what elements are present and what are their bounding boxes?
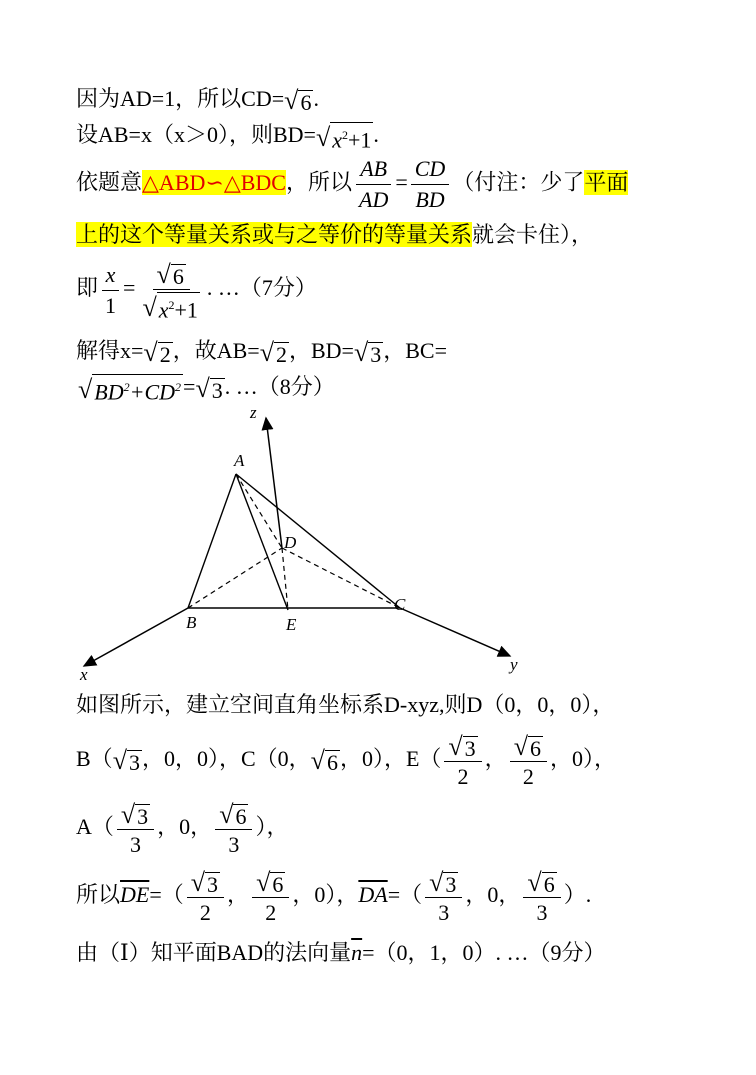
- edge-DC: [282, 548, 400, 608]
- text: （付注：少了: [452, 169, 585, 195]
- fraction-cd-bd: $\frac{CD}{BD}$: [411, 154, 450, 215]
- line-8: [76, 688, 614, 719]
- line-10: A（ √ 3 3 ，0， √ 6 3 ），: [76, 799, 289, 857]
- line-12: 由（Ⅰ）知平面BAD的法向量$\overline{n}=(0$，1，0）. …（9分）: [76, 940, 606, 965]
- fraction-x-1: $\frac{x}{1}$: [101, 260, 120, 321]
- line-11: 所以$\overline{DE}=$（ √ 3 2 ， √ 6 2 ，0），$\overline{DA}=$（ √ 3 3 ，0， √ 6 3 ）.: [76, 867, 592, 925]
- text: .: [313, 86, 319, 111]
- line-3: 依题意△ABD∽△BDC，所以 $\frac{AB}{AD}$ = $\frac{CD}{BD}$ （付注：少了平面: [76, 154, 628, 215]
- sqrt-bd2-cd2: √ $BD^2+CD^2$: [78, 375, 182, 405]
- edge-AD: [236, 474, 282, 548]
- text: ，所以: [285, 169, 352, 195]
- vector-DE: $\overline{DE}$: [120, 882, 150, 908]
- text: 依题意: [76, 169, 143, 195]
- y-axis: [400, 608, 510, 656]
- text: 因为AD=1，所以CD=: [76, 86, 285, 111]
- line-2: [76, 118, 379, 152]
- text: 就会卡住），: [472, 222, 594, 247]
- label-B: B: [186, 613, 197, 632]
- z-axis: [266, 418, 282, 548]
- line-6: 解得x= √ 2 ，故AB= √ 2 ，BD= √ 3 ，BC=: [76, 337, 447, 367]
- edge-BD: [188, 548, 282, 608]
- note-highlight: 平面: [584, 169, 629, 195]
- text: 设AB=x（x＞0），则BD=: [76, 122, 316, 147]
- line-1: [76, 82, 319, 115]
- label-E: E: [286, 615, 297, 634]
- note-highlight: 上的这个等量关系或与之等价的等量关系: [76, 222, 473, 247]
- label-D: D: [284, 533, 297, 552]
- text: 解得x=: [76, 338, 144, 363]
- line-5: 即 $\frac{x}{1}$ = √ 6 √ $x^2+1$ . …（7分）: [76, 259, 317, 323]
- text: . …（7分）: [206, 275, 317, 301]
- text: .: [373, 122, 379, 147]
- x-axis: [84, 608, 188, 666]
- label-C: C: [394, 595, 406, 614]
- label-x: x: [80, 665, 88, 680]
- sqrt-6: √ 6: [284, 85, 312, 115]
- label-z: z: [250, 403, 257, 422]
- line-9: B（ √ 3 ，0，0），C（0， √ 6 ，0），E（ √ 3 2 ， √ 6 2 ，0），: [76, 731, 616, 789]
- text: 如图所示，建立空间直角坐标系D-xyz,则D（0，0，0），: [76, 692, 615, 717]
- similar-triangles-highlight: △ABD∽△BDC: [142, 169, 286, 195]
- sqrt-x2-plus-1: √ $x^2+1$: [315, 123, 372, 153]
- coordinate-figure: [70, 400, 530, 680]
- vector-DA: $\overline{DA}$: [358, 882, 388, 908]
- fraction-ab-ad: $\frac{AB}{AD}$: [355, 154, 392, 215]
- line-7: √ $BD^2+CD^2$ = √ 3 . …（8分）: [78, 373, 335, 405]
- edge-AC: [236, 474, 400, 608]
- fraction-sqrt6-sqrtx2: √ 6 √ $x^2+1$: [142, 259, 198, 323]
- edge-AB: [188, 474, 236, 608]
- text: 即: [76, 275, 99, 301]
- normal-vector-n: $\overline{n}$: [351, 940, 363, 965]
- label-y: y: [510, 655, 518, 674]
- line-4: [76, 218, 593, 249]
- label-A: A: [234, 451, 245, 470]
